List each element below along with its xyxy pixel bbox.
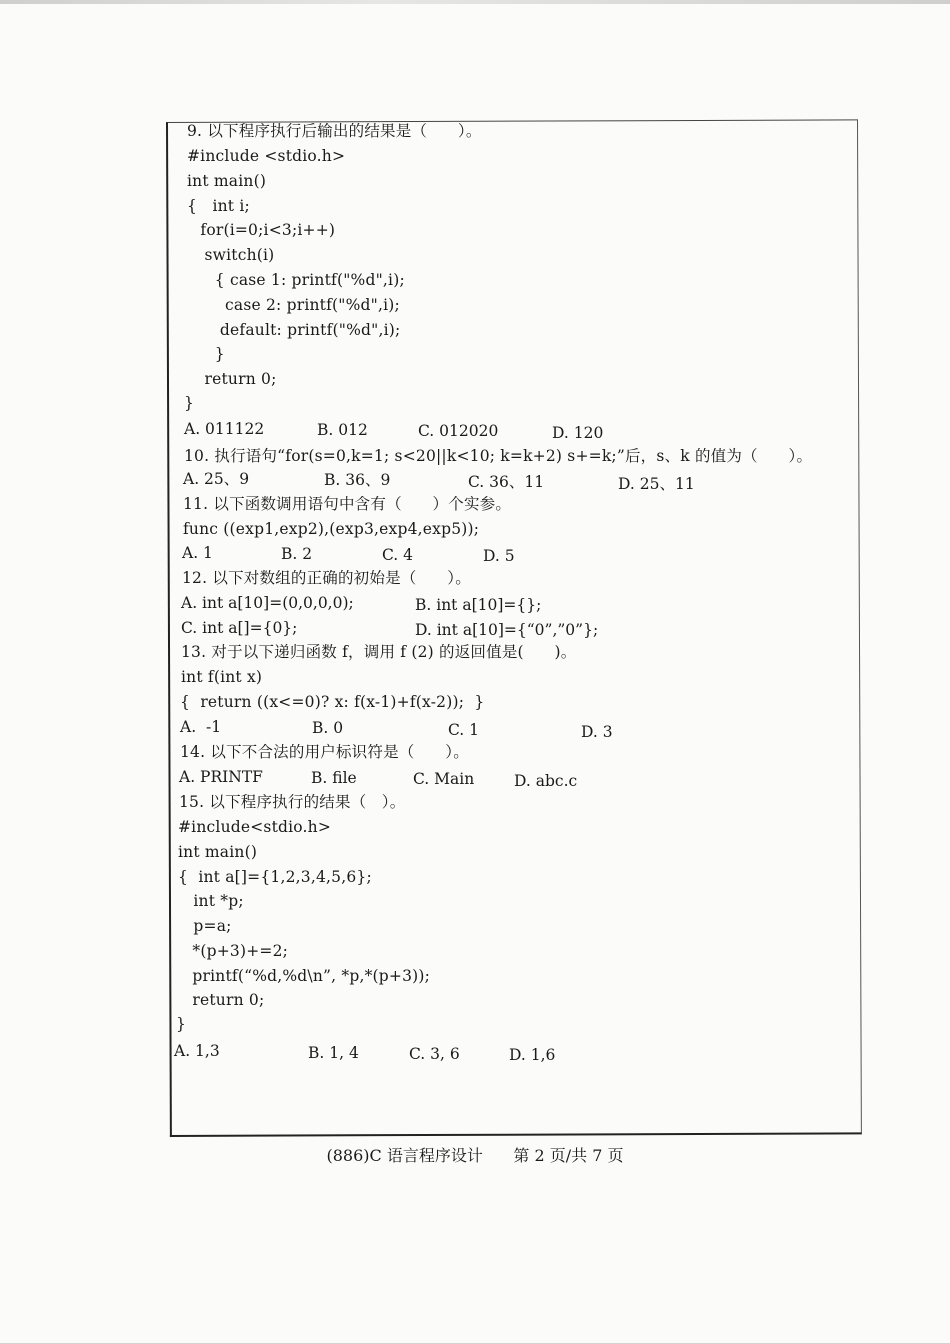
- q12-option-c: C. int a[]={0};: [181, 619, 298, 637]
- q11-option-c: C. 4: [382, 546, 414, 564]
- q15-code-line: { int a[]={1,2,3,4,5,6};: [178, 868, 372, 886]
- q11-option-b: B. 2: [281, 545, 313, 563]
- q11-code-line: func ((exp1,exp2),(exp3,exp4,exp5));: [183, 520, 480, 538]
- q9-option-c: C. 012020: [418, 422, 499, 440]
- page-footer: [0, 1143, 950, 1166]
- q15-code-line: }: [176, 1015, 187, 1033]
- q13-code-line: int f(int x): [181, 668, 263, 686]
- q15-code-line: int main(): [178, 843, 258, 861]
- q14-option-d: D. abc.c: [514, 772, 578, 790]
- q9-code-line: int main(): [187, 172, 267, 190]
- q15-option-a: A. 1,3: [174, 1042, 220, 1060]
- q9-option-b: B. 012: [317, 421, 368, 439]
- q9-code-line: case 2: printf("%d",i);: [184, 296, 400, 314]
- q15-option-d: D. 1,6: [509, 1046, 556, 1064]
- q13-option-b: B. 0: [312, 719, 344, 737]
- q15-code-line: *(p+3)+=2;: [177, 942, 289, 960]
- q13-option-d: D. 3: [581, 723, 613, 741]
- q10-option-a: A. 25、9: [183, 470, 250, 488]
- q15-code-line: p=a;: [178, 917, 232, 935]
- q12-option-a: A. int a[10]=(0,0,0,0);: [181, 594, 354, 612]
- q9-option-d: D. 120: [552, 424, 604, 442]
- q9-code-line: #include <stdio.h>: [187, 147, 346, 165]
- q15-option-b: B. 1, 4: [308, 1044, 359, 1062]
- q9-code-line: }: [184, 394, 195, 412]
- q9-code-line: return 0;: [184, 370, 277, 388]
- q11-option-d: D. 5: [483, 547, 515, 565]
- course-title: (886)C 语言程序设计: [326, 1146, 483, 1165]
- q11-stem: 11. 以下函数调用语句中含有（ ）个实参。: [183, 495, 512, 513]
- q13-option-a: A. -1: [180, 718, 222, 736]
- q15-stem: 15. 以下程序执行的结果（ ）。: [179, 793, 406, 811]
- q15-code-line: printf(“%d,%d\n”, *p,*(p+3));: [177, 967, 431, 985]
- q14-option-c: C. Main: [413, 770, 475, 788]
- q15-code-line: return 0;: [177, 991, 265, 1009]
- q15-code-line: int *p;: [178, 892, 244, 910]
- q12-option-d: D. int a[10]={“0”,”0”};: [415, 621, 599, 639]
- q15-code-line: #include<stdio.h>: [178, 818, 332, 836]
- q9-code-line: { case 1: printf("%d",i);: [184, 271, 405, 289]
- page-number: 第 2 页/共 7 页: [513, 1146, 624, 1165]
- q13-code-line: { return ((x<=0)? x: f(x-1)+f(x-2)); }: [180, 693, 485, 711]
- q9-code-line: switch(i): [184, 246, 275, 264]
- q14-stem: 14. 以下不合法的用户标识符是（ ）。: [180, 743, 469, 761]
- q10-option-c: C. 36、11: [468, 473, 545, 491]
- q14-option-a: A. PRINTF: [179, 768, 263, 786]
- q11-option-a: A. 1: [182, 544, 213, 562]
- q12-option-b: B. int a[10]={};: [415, 596, 542, 614]
- q9-stem: 9. 以下程序执行后输出的结果是（ ）。: [187, 122, 482, 140]
- q13-option-c: C. 1: [448, 721, 480, 739]
- q9-option-a: A. 011122: [184, 420, 265, 438]
- q10-stem: 10. 执行语句“for(s=0,k=1; s<20||k<10; k=k+2) s+=k;”后，s、k 的值为（ ）。: [184, 447, 813, 465]
- q9-code-line: default: printf("%d",i);: [184, 321, 401, 339]
- q10-option-b: B. 36、9: [324, 471, 391, 489]
- q14-option-b: B. file: [311, 769, 357, 787]
- q9-code-line: { int i;: [187, 197, 250, 215]
- q15-option-c: C. 3, 6: [409, 1045, 460, 1063]
- q9-code-line: }: [184, 345, 225, 363]
- q9-code-line: for(i=0;i<3;i++): [185, 221, 336, 239]
- q12-stem: 12. 以下对数组的正确的初始是（ ）。: [182, 569, 471, 587]
- q13-stem: 13. 对于以下递归函数 f，调用 f (2) 的返回值是( )。: [181, 643, 577, 661]
- scan-edge: [0, 0, 950, 4]
- q10-option-d: D. 25、11: [618, 475, 695, 493]
